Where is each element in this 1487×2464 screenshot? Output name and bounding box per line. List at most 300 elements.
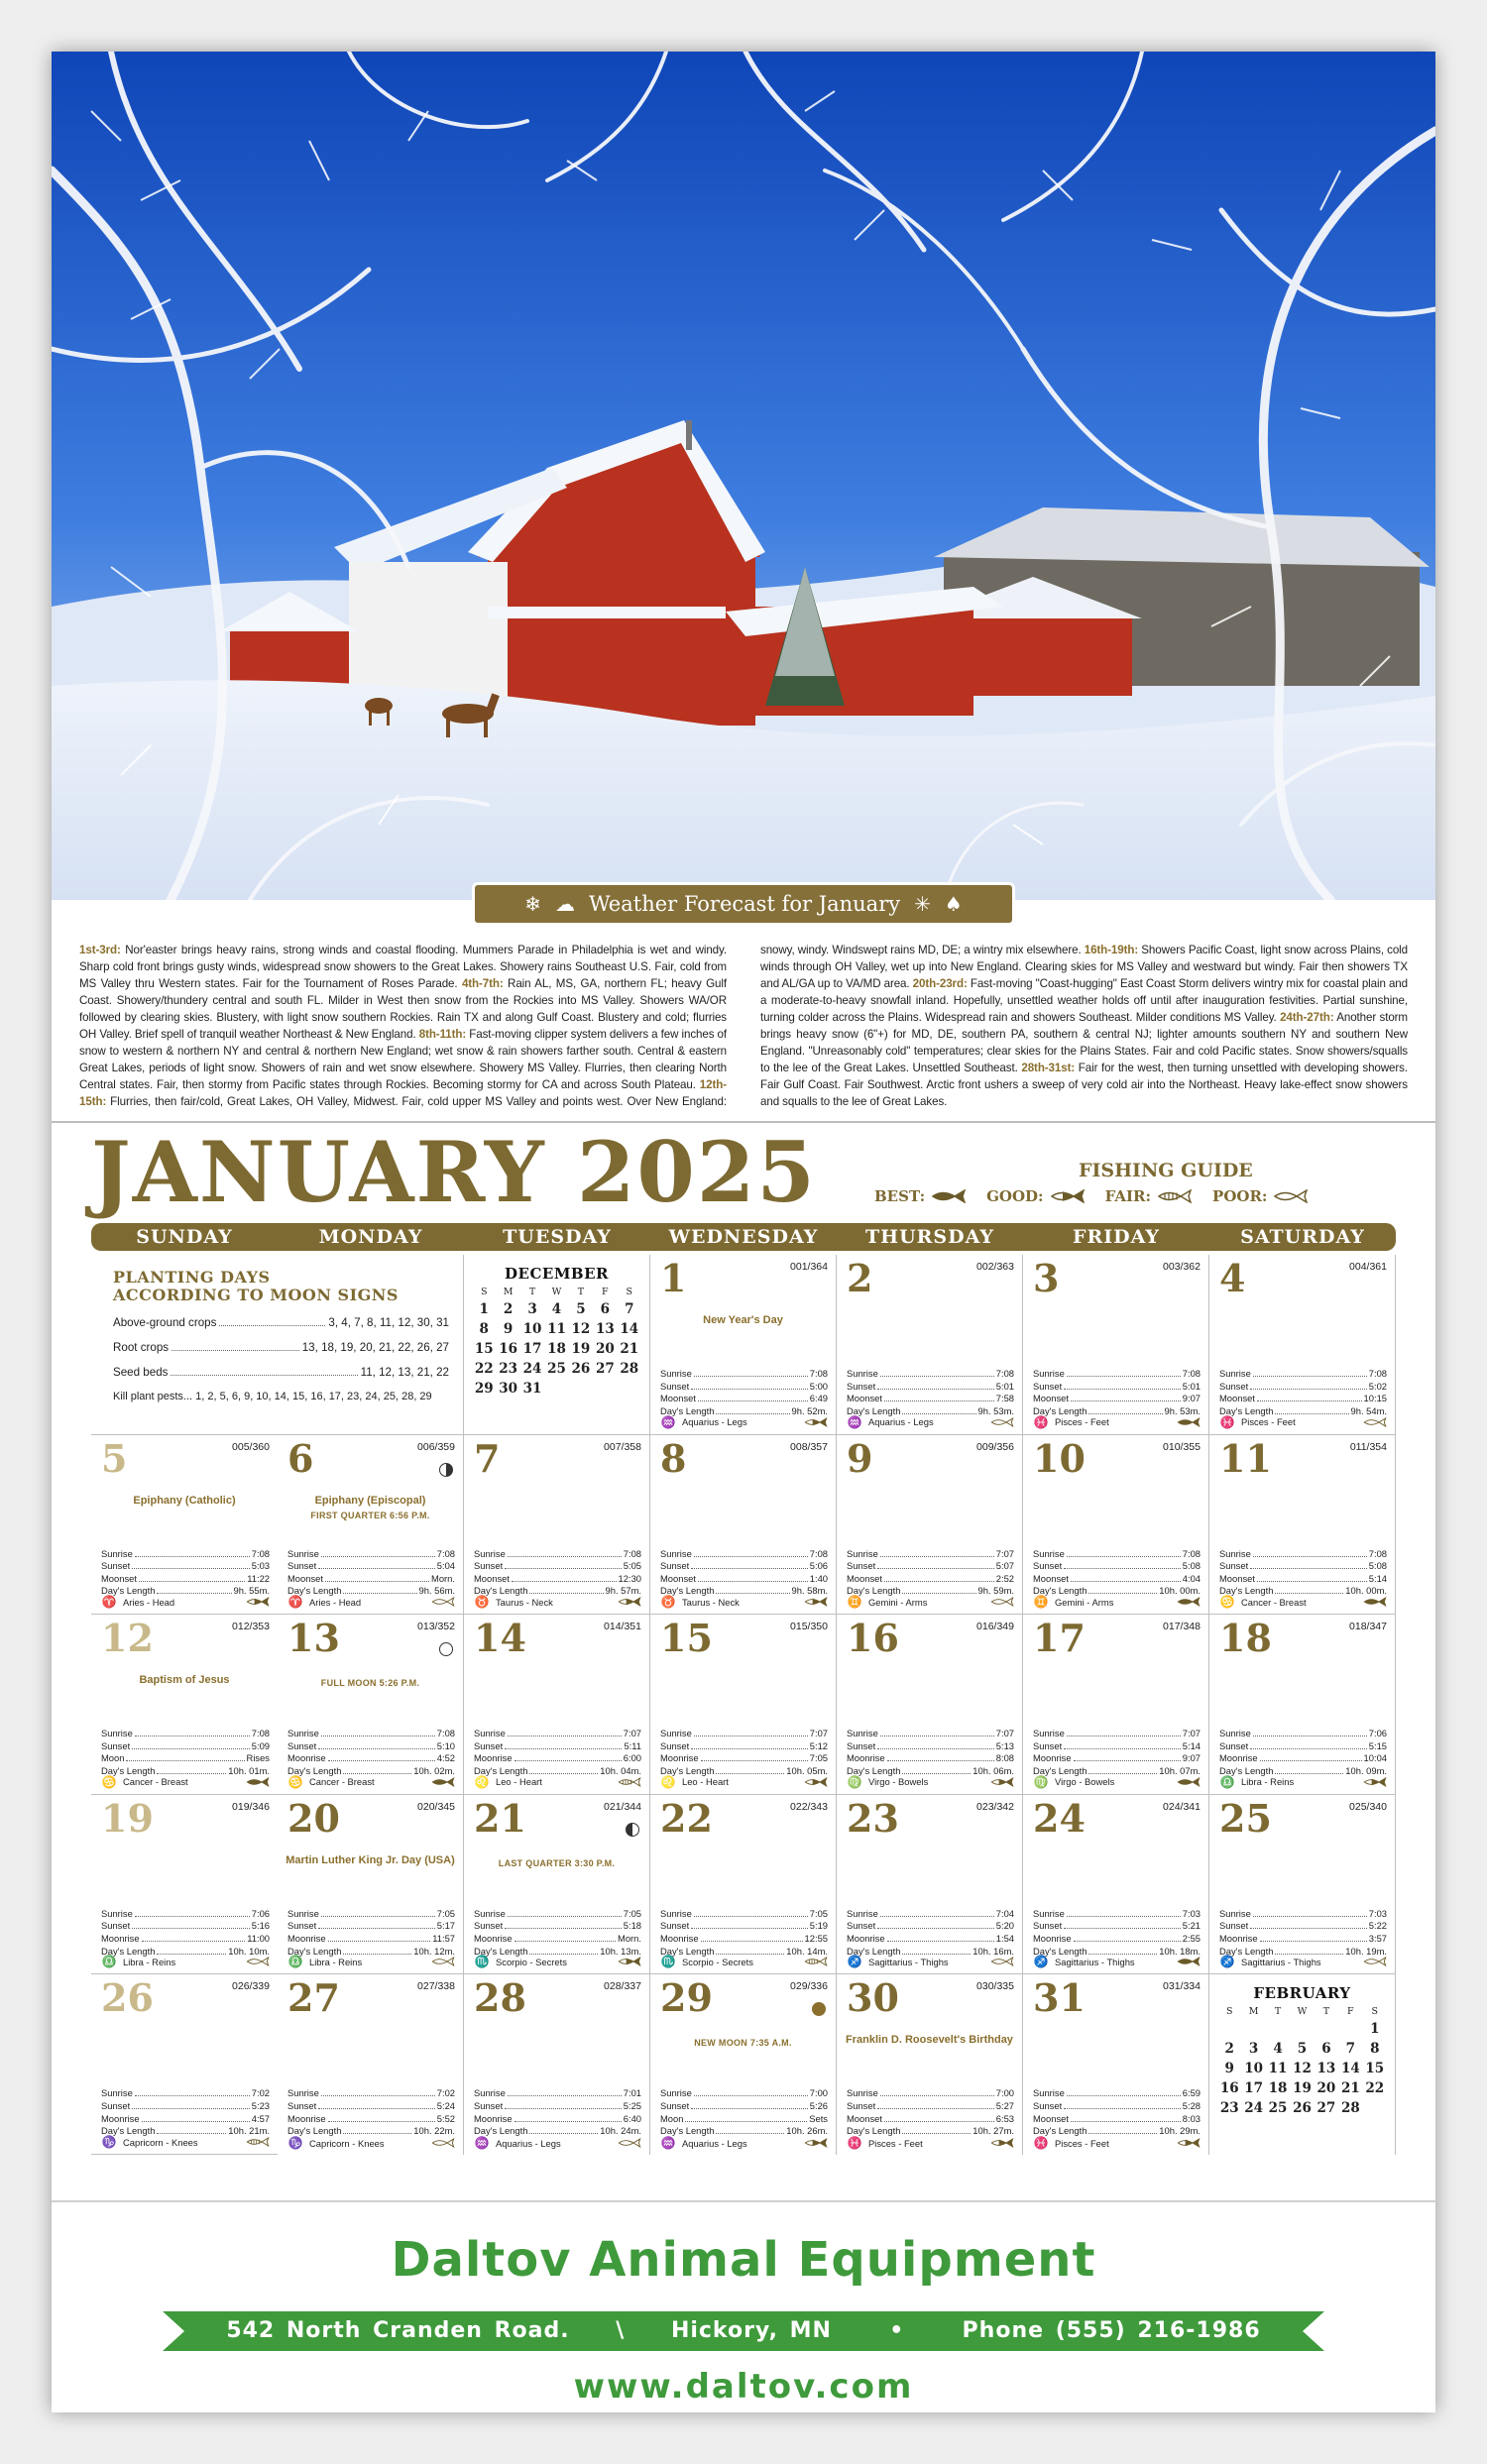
planting-kill-row: Kill plant pests... 1, 2, 5, 6, 9, 10, 14, 15, 16, 17, 23, 24, 25, 28, 29 (113, 1391, 432, 1402)
planting-row: Above-ground crops 3, 4, 7, 8, 11, 12, 30, 31 (113, 1316, 449, 1329)
day-cell[interactable] (650, 1795, 837, 1975)
astro-key: Moonset (287, 1572, 323, 1584)
astro-key: Sunrise (474, 1728, 506, 1739)
mini-day: 25 (547, 1361, 566, 1377)
planting-days-panel (91, 1255, 464, 1435)
astro-key: Sunset (660, 2099, 690, 2111)
day-cell[interactable] (91, 1795, 278, 1975)
astro-value: 5:03 (251, 1560, 270, 1572)
forecast-date: 8th-11th: (418, 1028, 467, 1041)
fish-icon (431, 1956, 455, 1967)
astro-key: Sunset (287, 1920, 317, 1932)
day-of-year: 001/364 (790, 1261, 828, 1273)
astro-value: 5:02 (1368, 1380, 1387, 1392)
mini-day: 8 (479, 1321, 489, 1337)
astro-key: Day's Length (660, 1585, 715, 1597)
astro-value: 7:01 (623, 2087, 641, 2099)
day-cell[interactable] (650, 1255, 837, 1435)
company-name: Daltov Animal Equipment (391, 2232, 1096, 2288)
fish-icon (1363, 1596, 1387, 1608)
astro-value: 7:08 (1182, 1547, 1201, 1559)
zodiac-label: Aquarius - Legs (682, 2137, 747, 2149)
day-of-year: 014/351 (604, 1621, 641, 1633)
astro-key: Sunrise (1033, 1368, 1065, 1379)
zodiac-icon: ♒ (660, 1414, 676, 1429)
astro-value: 5:17 (436, 1920, 455, 1932)
astro-value: 5:20 (995, 1920, 1014, 1932)
forecast-date: 20th-23rd: (912, 977, 968, 990)
astro-key: Sunrise (847, 1368, 878, 1379)
astro-data (1033, 1368, 1201, 1417)
zodiac-sign (287, 1776, 455, 1788)
astro-data (847, 1548, 1014, 1598)
astro-key: Day's Length (474, 1945, 528, 1957)
day-cell[interactable] (278, 1974, 464, 2155)
astro-value: 9h. 57m. (605, 1585, 641, 1597)
day-cell[interactable] (91, 1615, 278, 1795)
legend-best: BEST: (874, 1187, 967, 1205)
day-cell[interactable] (1023, 1255, 1209, 1435)
astro-key: Moonset (1033, 1572, 1069, 1584)
fish-icon (1363, 1776, 1387, 1788)
astro-row (660, 2113, 828, 2126)
zodiac-icon: ♊ (1033, 1595, 1049, 1610)
astro-value: 1:54 (995, 1932, 1014, 1944)
astro-value: 7:07 (995, 1547, 1014, 1559)
astro-value: 10h. 14m. (786, 1945, 828, 1957)
astro-row (660, 2087, 828, 2100)
astro-value: 10h. 22m. (413, 2125, 455, 2137)
mini-day: 7 (625, 1301, 634, 1317)
zodiac-icon: ♍ (847, 1774, 862, 1789)
zodiac-icon: ♏ (474, 1955, 490, 1969)
astro-key: Sunset (660, 1560, 690, 1572)
fish-icon (804, 1596, 828, 1608)
astro-row (1219, 1908, 1387, 1921)
astro-value: 7:08 (623, 1547, 641, 1559)
mini-day: 30 (499, 1381, 518, 1397)
astro-value: 9h. 56m. (418, 1585, 455, 1597)
astro-data (660, 1908, 828, 1958)
astro-value: 3:57 (1368, 1932, 1387, 1944)
day-of-year: 020/345 (417, 1800, 455, 1813)
astro-key: Sunrise (101, 1728, 133, 1739)
astro-key: Day's Length (287, 1945, 342, 1957)
zodiac-label: Aquarius - Legs (868, 1416, 934, 1428)
astro-value: 5:19 (809, 1920, 828, 1932)
astro-key: Day's Length (287, 1764, 342, 1776)
astro-row (101, 1573, 270, 1586)
zodiac-icon: ♋ (1219, 1595, 1235, 1610)
astro-key: Day's Length (847, 1945, 901, 1957)
astro-key: Sunset (101, 1920, 131, 1932)
astro-key: Sunset (1033, 1920, 1063, 1932)
astro-row (287, 1920, 455, 1933)
astro-value: 7:08 (436, 1547, 455, 1559)
astro-value: 7:03 (1182, 1907, 1201, 1919)
astro-data (101, 1728, 270, 1777)
mini-day: 17 (1244, 2080, 1264, 2097)
astro-key: Day's Length (1033, 1764, 1087, 1776)
astro-value: 10h. 13m. (600, 1945, 641, 1957)
astro-value: 5:01 (1182, 1380, 1201, 1392)
astro-row (1033, 1752, 1201, 1765)
day-number: 7 (474, 1435, 501, 1481)
day-cell[interactable] (1023, 1974, 1209, 2155)
astro-data (101, 1548, 270, 1598)
fish-icon (804, 2137, 828, 2149)
forecast-date: 28th-31st: (1021, 1062, 1076, 1074)
astro-value: 10h. 12m. (413, 1945, 455, 1957)
day-of-year: 026/339 (232, 1980, 270, 1993)
astro-key: Moonrise (847, 1932, 885, 1944)
forecast-body: Nor'easter brings heavy rains, strong winds and coastal flooding. Mummers Parade in Philadelphia is wet and windy. Sharp cold front brings gusty winds, widespread snow showers to the Great Lakes. Showery rains Southeast U.S. Fair, cold from MS Valley thru Western states. Fair for the Tournament of Roses Parade. (79, 944, 727, 990)
astro-value: 4:04 (1182, 1572, 1201, 1584)
astro-key: Sunset (101, 1739, 131, 1751)
zodiac-icon: ♒ (660, 2136, 676, 2150)
astro-value: 7:05 (809, 1907, 828, 1919)
astro-row (101, 2100, 270, 2113)
weekday-label: SUNDAY (136, 1226, 233, 1248)
astro-key: Moonrise (287, 1932, 326, 1944)
day-of-year: 027/338 (417, 1980, 455, 1993)
day-cell[interactable] (464, 1435, 650, 1616)
astro-key: Day's Length (847, 1764, 901, 1776)
day-cell[interactable] (1209, 1615, 1396, 1795)
mini-day: 3 (527, 1301, 537, 1317)
mini-day: 10 (522, 1321, 542, 1337)
mini-day: 15 (1365, 2061, 1385, 2077)
mini-day (1338, 2019, 1362, 2039)
day-cell[interactable] (650, 1974, 837, 2155)
astro-value: 9h. 55m. (233, 1585, 270, 1597)
fishing-guide-title: FISHING GUIDE (1079, 1160, 1253, 1181)
day-cell[interactable] (464, 1974, 650, 2155)
astro-key: Moonrise (1219, 1752, 1258, 1764)
mini-day: 15 (474, 1341, 494, 1357)
zodiac-label: Aries - Head (309, 1596, 362, 1608)
astro-value: 5:00 (809, 1380, 828, 1392)
day-number: 21 (474, 1795, 526, 1841)
astro-value: 5:08 (1182, 1560, 1201, 1572)
zodiac-label: Cancer - Breast (309, 1776, 375, 1788)
astro-value: 12:30 (618, 1572, 641, 1584)
zodiac-icon: ♐ (1033, 1955, 1049, 1969)
astro-key: Moonrise (1033, 1752, 1072, 1764)
astro-key: Day's Length (474, 2125, 528, 2137)
astro-value: 5:24 (436, 2099, 455, 2111)
day-cell[interactable] (464, 1795, 650, 1975)
day-of-year: 024/341 (1163, 1800, 1201, 1813)
astro-row (474, 2125, 641, 2138)
mini-day: 5 (576, 1301, 586, 1317)
astro-value: 7:08 (436, 1728, 455, 1739)
day-cell[interactable] (278, 1615, 464, 1795)
day-number: 3 (1033, 1256, 1060, 1300)
fish-icon (618, 1776, 641, 1788)
day-number: 18 (1219, 1616, 1272, 1661)
day-cell[interactable] (1023, 1795, 1209, 1975)
mini-weekday: S (626, 1287, 633, 1297)
forecast-body: Rain AL, MS, GA, northern FL; heavy Gulf Coast. Showery/thundery central and south FL. Milder in West then snow from the Rockies into MS Valley. Showers WA/OR followed by clearing skies. Blustery, with light snow southern Rockies. Rain TX and along Gulf Coast. Blustery and cold; flurries OH Valley. Brief spell of tranquil weather Northeast & New England. (79, 977, 727, 1041)
mini-day: 6 (1321, 2041, 1331, 2058)
holiday-label: Epiphany (Episcopal) (314, 1494, 426, 1507)
day-number: 6 (287, 1435, 314, 1481)
day-cell[interactable] (1209, 1435, 1396, 1616)
astro-row (287, 1908, 455, 1921)
astro-key: Sunset (474, 2099, 504, 2111)
astro-value: 5:28 (1182, 2099, 1201, 2111)
astro-row (287, 1560, 455, 1573)
forecast-body: Fast-moving clipper system delivers a few inches of snow to western & northern NY and central & northern New England; wet snow & rain showers farther south. Central & eastern Great Lakes, periods of light snow. Showers of rain and wet snow elsewhere. Showery MS Valley. Flurries, then clearing North Central states. Fair, then stormy from Pacific states through Rockies. Becoming stormy for CA and across South Plateau. (79, 1028, 728, 1091)
zodiac-sign (847, 1956, 1014, 1967)
astro-row (660, 1548, 828, 1561)
astro-value: 8:03 (1182, 2112, 1201, 2124)
day-cell[interactable] (91, 1974, 278, 2155)
astro-row (101, 2113, 270, 2126)
day-cell[interactable] (91, 1435, 278, 1616)
fish-icon (618, 1596, 641, 1608)
astro-value: Morn. (618, 1932, 641, 1944)
day-cell[interactable] (837, 1615, 1023, 1795)
astro-value: Morn. (431, 1572, 455, 1584)
astro-row (474, 2100, 641, 2113)
mini-day: 27 (595, 1361, 615, 1377)
mini-day: 25 (1268, 2100, 1288, 2117)
astro-value: 8:08 (995, 1752, 1014, 1764)
astro-value: 7:05 (436, 1907, 455, 1919)
zodiac-sign (847, 2137, 1014, 2149)
astro-value: Sets (809, 2112, 828, 2124)
astro-row (847, 1920, 1014, 1933)
day-number: 28 (474, 1975, 526, 2021)
zodiac-label: Pisces - Feet (1055, 2137, 1109, 2149)
astro-row (660, 1908, 828, 1921)
moon-phase-icon (626, 1823, 639, 1837)
mini-calendar-head (472, 1287, 641, 1297)
day-cell[interactable] (278, 1795, 464, 1975)
day-cell[interactable] (464, 1615, 650, 1795)
planting-subtitle: ACCORDING TO MOON SIGNS (113, 1286, 399, 1304)
mini-calendar-december (464, 1255, 650, 1435)
moon-phase-label: FULL MOON 5:26 P.M. (320, 1678, 420, 1689)
mini-day: 21 (620, 1341, 639, 1357)
day-cell[interactable] (1209, 1255, 1396, 1435)
astro-row (1033, 1573, 1201, 1586)
astro-row (660, 1368, 828, 1381)
zodiac-label: Capricorn - Knees (123, 2136, 198, 2148)
astro-key: Day's Length (1219, 1945, 1274, 1957)
astro-value: 7:08 (251, 1728, 270, 1739)
mini-day: 12 (1293, 2061, 1312, 2077)
astro-value: 10h. 04m. (600, 1764, 641, 1776)
mini-day: 4 (1273, 2041, 1283, 2058)
astro-row (1033, 1548, 1201, 1561)
astro-row (847, 1728, 1014, 1740)
day-cell[interactable] (1023, 1435, 1209, 1616)
day-cell[interactable] (650, 1435, 837, 1616)
astro-row (1033, 2125, 1201, 2138)
mini-day: 28 (1340, 2100, 1360, 2117)
astro-key: Day's Length (101, 1945, 156, 1957)
snowflake-icon: ❄ (524, 892, 541, 916)
astro-key: Sunrise (474, 1547, 506, 1559)
astro-row (101, 1728, 270, 1740)
astro-row (474, 1920, 641, 1933)
fish-icon (246, 1776, 270, 1788)
mini-calendar-title: DECEMBER (505, 1265, 609, 1283)
astro-row (101, 2087, 270, 2100)
astro-key: Sunset (1219, 1739, 1249, 1751)
zodiac-label: Cancer - Breast (123, 1776, 188, 1788)
fish-icon (1157, 1189, 1193, 1203)
astro-value: 10h. 19m. (1345, 1945, 1387, 1957)
astro-value: 9h. 59m. (977, 1585, 1014, 1597)
astro-row (847, 1368, 1014, 1381)
astro-value: 7:08 (1368, 1368, 1387, 1379)
astro-row (287, 2087, 455, 2100)
astro-data (287, 2087, 455, 2137)
website-link[interactable]: www.daltov.com (573, 2367, 914, 2407)
zodiac-icon: ♎ (1219, 1774, 1235, 1789)
day-cell[interactable] (837, 1255, 1023, 1435)
zodiac-sign (660, 1416, 828, 1428)
astro-key: Sunset (474, 1739, 504, 1751)
day-number: 24 (1033, 1795, 1086, 1841)
astro-data (847, 1368, 1014, 1417)
day-of-year: 015/350 (790, 1621, 828, 1633)
mini-day (1266, 2019, 1290, 2039)
astro-value: 2:52 (995, 1572, 1014, 1584)
astro-key: Day's Length (660, 1764, 715, 1776)
astro-value: 10h. 00m. (1159, 1585, 1201, 1597)
astro-row (287, 2100, 455, 2113)
day-cell[interactable] (278, 1435, 464, 1616)
footer-divider (52, 2200, 1435, 2202)
mini-day: 27 (1316, 2100, 1336, 2117)
astro-key: Sunset (1033, 2099, 1063, 2111)
zodiac-sign (1219, 1596, 1387, 1608)
astro-data (101, 1908, 270, 1958)
zodiac-sign (847, 1416, 1014, 1428)
astro-row (1033, 1393, 1201, 1405)
zodiac-sign (660, 1956, 828, 1967)
astro-key: Day's Length (1219, 1764, 1274, 1776)
fish-icon (931, 1189, 967, 1203)
mini-day: 11 (1268, 2061, 1288, 2077)
day-of-year: 003/362 (1163, 1261, 1201, 1273)
astro-value: 5:06 (809, 1560, 828, 1572)
moon-phase-label: LAST QUARTER 3:30 P.M. (498, 1857, 616, 1868)
zodiac-icon: ♒ (847, 1414, 862, 1429)
day-cell[interactable] (650, 1615, 837, 1795)
astro-data (1033, 2087, 1201, 2137)
day-number: 25 (1219, 1795, 1272, 1841)
day-cell[interactable] (1209, 1795, 1396, 1975)
astro-key: Sunrise (660, 1907, 692, 1919)
day-cell[interactable] (1023, 1615, 1209, 1795)
zodiac-label: Leo - Heart (682, 1776, 729, 1788)
astro-value: 5:05 (623, 1560, 641, 1572)
zodiac-sign (1033, 1596, 1201, 1608)
astro-data (474, 2087, 641, 2137)
zodiac-icon: ♓ (1033, 1414, 1049, 1429)
mini-day (593, 1379, 617, 1399)
astro-key: Day's Length (660, 1404, 715, 1416)
astro-row (1033, 1920, 1201, 1933)
day-number: 26 (101, 1975, 154, 2021)
zodiac-sign (1219, 1416, 1387, 1428)
astro-value: 7:08 (995, 1368, 1014, 1379)
mini-day: 12 (571, 1321, 591, 1337)
mini-day: 1 (479, 1301, 489, 1317)
astro-data (1219, 1908, 1387, 1958)
zodiac-icon: ♉ (474, 1595, 490, 1610)
astro-row (1033, 1368, 1201, 1381)
day-number: 14 (474, 1616, 526, 1661)
day-cell[interactable] (837, 1974, 1023, 2155)
astro-row (287, 1752, 455, 1765)
mini-day: 5 (1297, 2041, 1308, 2058)
astro-key: Moonset (660, 1572, 696, 1584)
astro-key: Day's Length (101, 2125, 156, 2137)
forecast-body: Fair for the west, then turning unsettled with developing showers. Fair Gulf Coast. Fair Southwest. Arctic front ushers a sweep of very cold air into the Northeast. Heavy lake-effect snow showers and squalls to the lee of Great Lakes. (760, 1062, 1408, 1108)
astro-value: 10h. 09m. (1345, 1764, 1387, 1776)
day-of-year: 016/349 (976, 1621, 1014, 1633)
astro-value: 5:27 (995, 2099, 1014, 2111)
zodiac-sign (474, 1956, 641, 1967)
astro-key: Sunrise (474, 2087, 506, 2099)
mini-day: 4 (551, 1301, 562, 1317)
day-of-year: 029/336 (790, 1980, 828, 1993)
astro-row (101, 1740, 270, 1753)
mini-day (1363, 2098, 1387, 2118)
astro-row (660, 1573, 828, 1586)
day-of-year: 010/355 (1163, 1440, 1201, 1453)
astro-row (847, 2125, 1014, 2138)
zodiac-sign (101, 1956, 270, 1967)
legend-fair: FAIR: (1105, 1187, 1193, 1205)
mini-day (1290, 2019, 1314, 2039)
astro-value: 7:06 (251, 1907, 270, 1919)
fishing-legend (874, 1187, 1430, 1205)
calendar-grid (91, 1255, 1396, 2155)
forecast-date: 4th-7th: (461, 977, 504, 990)
mini-day: 19 (571, 1341, 591, 1357)
day-of-year: 008/357 (790, 1440, 828, 1453)
astro-key: Sunset (847, 1739, 876, 1751)
zodiac-sign (101, 1596, 270, 1608)
astro-value: 4:52 (436, 1752, 455, 1764)
astro-row (847, 1908, 1014, 1921)
zodiac-sign (660, 2137, 828, 2149)
day-cell[interactable] (837, 1795, 1023, 1975)
day-cell[interactable] (837, 1435, 1023, 1616)
astro-key: Moonrise (847, 1752, 885, 1764)
astro-key: Sunset (101, 1560, 131, 1572)
astro-row (847, 1752, 1014, 1765)
astro-key: Sunrise (847, 1907, 878, 1919)
astro-row (660, 1728, 828, 1740)
astro-row (474, 2087, 641, 2100)
forecast-body: Showers Pacific Coast, light snow across Plains, cold winds through OH Valley, wet up into New England. Clearing skies for MS Valley and westward but windy. Fair then showers TX and AL/GA up to VA/MD area. (760, 944, 1408, 990)
astro-row (847, 2100, 1014, 2113)
astro-data (660, 2087, 828, 2137)
weekday-label: MONDAY (318, 1226, 423, 1248)
astro-row (660, 2125, 828, 2138)
mini-day: 26 (1293, 2100, 1312, 2117)
zodiac-label: Leo - Heart (496, 1776, 542, 1788)
